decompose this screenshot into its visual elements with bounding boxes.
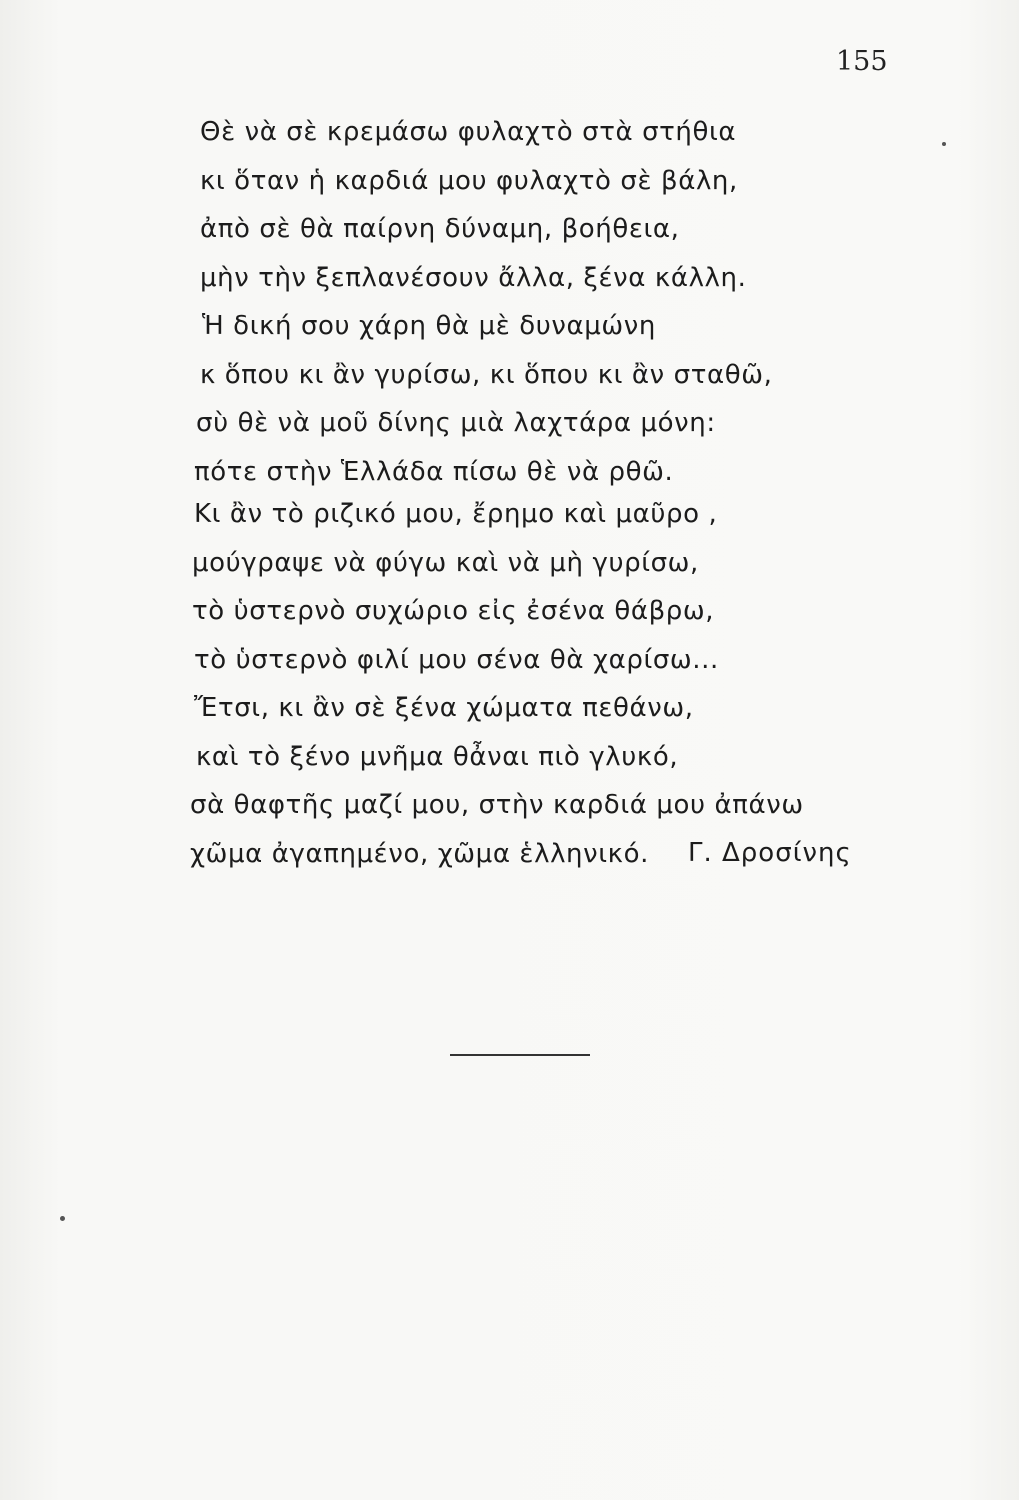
poem-line: ἀπὸ σὲ θὰ παίρνη δύναμη, βοήθεια, <box>200 214 680 244</box>
poem-line: Ἡ δική σου χάρη θὰ μὲ δυναμώνη <box>202 311 656 341</box>
poem-line: μὴν τὴν ξεπλανέσουν ἄλλα, ξένα κάλλη. <box>200 262 747 293</box>
poem-line: χῶμα ἀγαπημένο, χῶμα ἑλληνικό. <box>190 838 649 869</box>
paper-speck <box>60 1216 65 1221</box>
poem-line: Θὲ νὰ σὲ κρεμάσω φυλαχτὸ στὰ στήθια <box>200 117 737 147</box>
poem-line: κι ὅταν ἡ καρδιά μου φυλαχτὸ σὲ βάλη, <box>200 165 738 196</box>
author-signature: Γ. Δροσίνης <box>688 838 852 868</box>
poem-line: Κι ἂν τὸ ριζικό μου, ἔρημο καὶ μαῦρο , <box>194 499 718 529</box>
poem-stanza-2 <box>190 490 830 878</box>
poem-line: τὸ ὑστερνὸ συχώριο εἰς ἐσένα θάβρω, <box>192 596 715 626</box>
section-divider <box>450 1054 590 1056</box>
poem-line: μούγραψε νὰ φύγω καὶ νὰ μὴ γυρίσω, <box>192 547 699 578</box>
poem-line: σὺ θὲ νὰ μοῦ δίνης μιὰ λαχτάρα μόνη: <box>196 408 716 438</box>
poem-line: τὸ ὑστερνὸ φιλί μου σένα θὰ χαρίσω... <box>194 644 719 675</box>
poem-line: καὶ τὸ ξένο μνῆμα θἆναι πιὸ γλυκό, <box>196 741 679 772</box>
poem-line: σὰ θαφτῆς μαζί μου, στὴν καρδιά μου ἀπάνω <box>190 790 804 820</box>
page-number: 155 <box>836 46 888 77</box>
poem-line: πότε στὴν Ἑλλάδα πίσω θὲ νὰ ρθῶ. <box>194 456 674 487</box>
poem-stanza-1 <box>190 108 830 496</box>
poem-line: κ ὅπου κι ἂν γυρίσω, κι ὅπου κι ἂν σταθῶ, <box>200 359 773 390</box>
poem-line: Ἔτσι, κι ἂν σὲ ξένα χώματα πεθάνω, <box>194 693 694 723</box>
paper-speck <box>942 142 946 146</box>
